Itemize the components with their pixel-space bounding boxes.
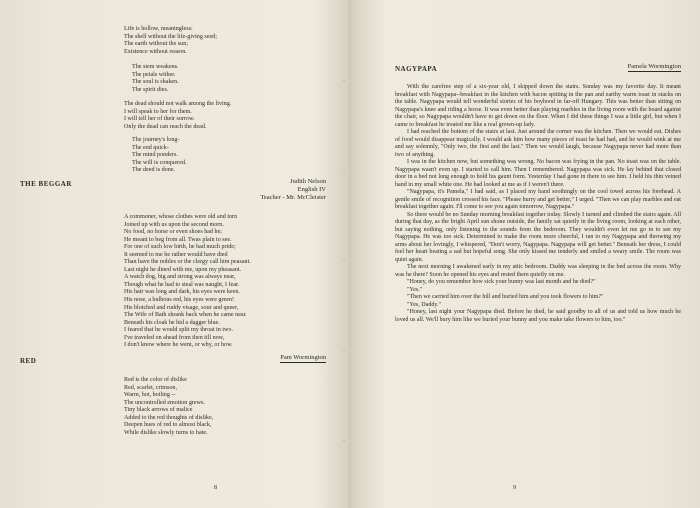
story-paragraph: The next morning I awakened early in my attic bedroom. Daddy was sleeping in the bed across the room. Why was he there? Soon he opened his eyes and rested them quietly on me. [395,264,681,278]
beggar-class: English IV [297,186,326,193]
page-number: 8 [214,485,217,491]
page-number: 9 [513,485,516,491]
story-paragraph: "Yes." [407,286,423,293]
story-paragraph: I was in the kitchen now, but something was wrong. No bacon was frying in the pan. No toast was on the table. Nagypapa wasn't even up. I started to call him. Then I remembered. Nagypapa was sick. He lay behind that closed door in a bed not long enough to hold his gaunt form. Yesterday I had gone in there to see him. I held his thin veined hand in my small white one. He had looked at me as if I weren't there. [395,159,681,188]
story-paragraph: With the carefree step of a six-year old, I skipped down the stairs. Sunday was my favorite day. It meant breakfast with Nagypapa--breakfast in the kitchen with bacon spitting in the pan and earthy warm toast in stacks on the table. Nagypapa would tell wonderful stories of his boyhood in far-off Hungary. This was better than sitting on Nagypapa's knee and riding a horse. It was even better than playing marbles in the living room with the board against the chair, so Nagypapa wouldn't have to get down on the floor. When I did these things I was a little girl, but when I came to breakfast he treated me like a real grown-up lady. [395,84,681,128]
story-title: NAGYPAPA [395,65,438,73]
gutter-mark: - [343,258,345,264]
beggar-teacher: Teacher - Mr. McCleister [260,194,326,201]
story-paragraph: "Honey, last night your Nagypapa died. Before he died, he said goodby to all of us and told us how much he loved us all. We'll bury him like we buried your bunny and you make take flowers to him, too." [395,309,681,323]
poem-title-beggar: THE BEGGAR [20,180,72,188]
beggar-author: Judith Nelson [290,178,326,185]
story-paragraph: "Yes, Daddy." [407,301,441,308]
story-paragraph: So there would be no Sunday morning breakfast together today. Slowly I turned and climbed the stairs again. All during that day, as the bright April sun shone outside, the family sat quietly in the living room, looking at each other, but saying nothing, only listening to the sounds from the bedroom. They wouldn't even let me go in to see my Nagypapa. He was too sick. Determined to make the room more cheerful, I ran to my Nagypapa and throwing my arms about her lovingly, I whispered, "Don't worry, Nagypapa. Nagypapa will get better." Beneath her dress, I could feel her heart beating a sad but hopeful song. She only kissed me tenderly and smiled a weary smile. The room was quiet again. [395,211,681,263]
red-author: Pam Wormington [280,354,326,361]
poem-title-red: RED [20,357,37,365]
left-page [0,0,349,508]
gutter-mark: - [343,438,345,444]
gutter-mark: - [343,348,345,354]
right-page [343,0,700,508]
story-paragraph: "Honey, do you remember how sick your bunny was last month and he died?" [407,279,596,286]
poem-stanza: The stem weakens. The petals wither. The soul is shaken. The spirit dies. [132,64,179,93]
gutter-mark: - [343,78,345,84]
story-paragraph: I had reached the bottom of the stairs at last. Just around the corner was the kitchen. Then we would eat. Dishes of food would disappear magically. I would ask him how many pieces of toast he had had, and he would wink at me and say solemnly, "Only two, the first and the last." Then we would laugh, because Nagypapa never had more than two of anything. [395,129,681,158]
red-poem: Red is the color of dislike Red, scarlet, crimson, Warm, hot, boiling -- The uncontrolled emotion grews. Tiny black arrows of malice Added to the red thoughts of dislike, Deepen hues of red to almost black, While dislike slowly turns to hate. [124,377,214,436]
story-paragraph: "Nagypapa, it's Pamela," I had said, as I placed my hand soothingly on the cool towel across his forehead. A gentle smile of recognition crossed his face. "Please hurry and get better," I urged. "Then we can play marbles and eat breakfast together again. I'll come to see you again tomorrow, Nagypapa." [395,189,681,211]
poem-stanza: Life is hollow, meaningless: The shell without the life-giving seed; The earth without the sun; Existence without reason. [124,26,217,55]
poem-stanza: The dead should not walk among the living. I will speak to her for them. I will tell her of their sorrow. Only the dead can reach the dead. [124,101,232,130]
story-paragraph: "Then we carried him over the hill and buried him and you took flowers to him?" [407,294,604,301]
story-author: Pamela Wormington [627,63,681,70]
story-body [395,84,681,325]
beggar-poem: A commoner, whose clothes were old and torn Joined up with us upon the second morn. No food, no horse or even shoes had he; He meant to beg from all. Twas plain to see. For one of such low birth, he had much pride; It seemed to me he rather would have died Than have the nobles or the clergy call him peasant. Last night he dined with me, upon my pheasant. A watch dog, big and strong was always near, Though what he had to steal was naught, I fear. His hair was long and dark, his eyes were keen. His nose, a bulbous red, his eyes were green! His blotched and ruddy visage, sour and queer, The Wife of Bath shrank back when he came near. Beneath his cloak he hid a dagger blue. I feared that he would split my throat in two. I've traveled on ahead from then till now, I don't know where he went, or why, or how. [124,214,251,349]
gutter-mark: - [343,168,345,174]
beggar-byline [200,178,326,202]
poem-stanza: The journey's long- The end quick- The mind ponders. The will is conquered. The deed is done. [132,137,187,174]
